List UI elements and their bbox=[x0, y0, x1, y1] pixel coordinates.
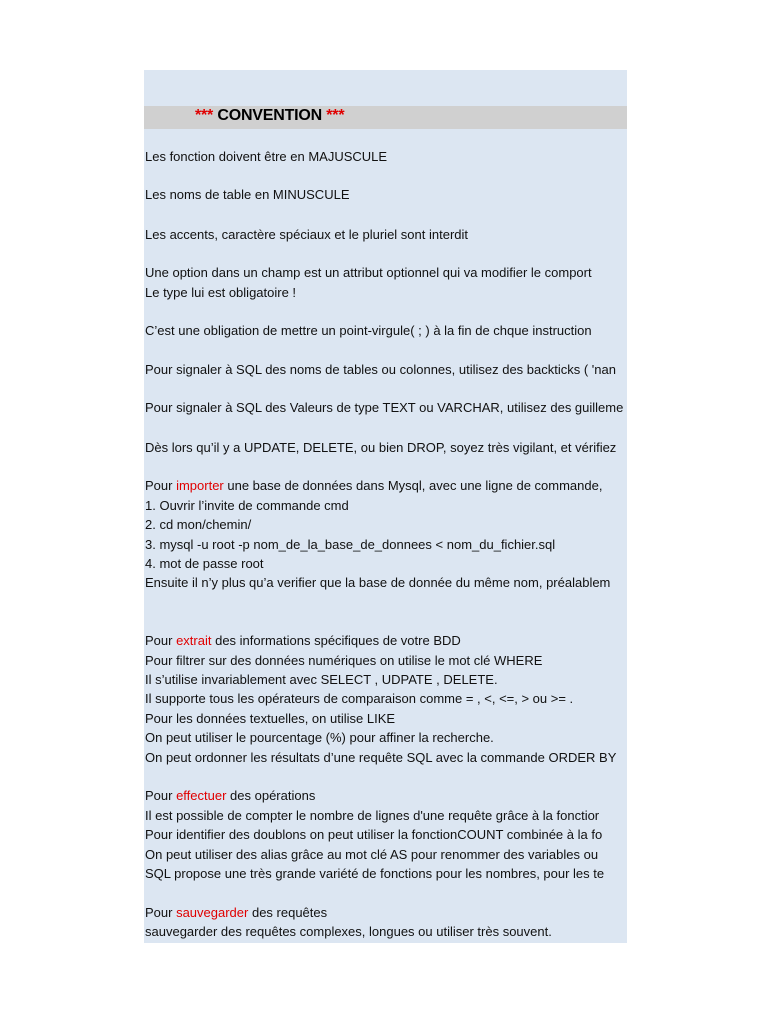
text-segment: Pour bbox=[145, 788, 177, 803]
text-line: Il est possible de compter le nombre de lignes d'une requête grâce à la fonctior bbox=[145, 808, 600, 823]
text-line: Pour les données textuelles, on utilise LIKE bbox=[145, 711, 396, 726]
text-line: Les fonction doivent être en MAJUSCULE bbox=[145, 149, 388, 164]
text-line bbox=[145, 478, 602, 494]
text-line: 4. mot de passe root bbox=[145, 556, 264, 571]
text-line: Une option dans un champ est un attribut optionnel qui va modifier le comport bbox=[145, 265, 592, 280]
text-segment: Pour bbox=[145, 905, 177, 920]
text-line: 3. mysql -u root -p nom_de_la_base_de_donnees < nom_du_fichier.sql bbox=[145, 537, 556, 552]
text-line: sauvegarder des requêtes complexes, longues ou utiliser très souvent. bbox=[145, 924, 552, 939]
keyword-importer: importer bbox=[176, 478, 224, 493]
page-title bbox=[195, 107, 344, 125]
text-segment: des opérations bbox=[226, 788, 316, 803]
text-line: Il supporte tous les opérateurs de comparaison comme = , <, <=, > ou >= . bbox=[145, 691, 574, 706]
text-line: Pour signaler à SQL des Valeurs de type TEXT ou VARCHAR, utilisez des guilleme bbox=[145, 400, 624, 415]
title-text: CONVENTION bbox=[213, 107, 327, 124]
text-segment: Pour bbox=[145, 478, 177, 493]
document-sheet bbox=[144, 70, 627, 943]
text-line: On peut utiliser des alias grâce au mot clé AS pour renommer des variables ou bbox=[145, 847, 599, 862]
keyword-extrait: extrait bbox=[176, 633, 212, 648]
text-line: Les noms de table en MINUSCULE bbox=[145, 187, 350, 202]
text-line: Pour signaler à SQL des noms de tables ou colonnes, utilisez des backticks ( 'nan bbox=[145, 362, 616, 377]
keyword-sauvegarder: sauvegarder bbox=[176, 905, 249, 920]
text-line: Le type lui est obligatoire ! bbox=[145, 285, 297, 300]
text-line: SQL propose une très grande variété de fonctions pour les nombres, pour les te bbox=[145, 866, 605, 881]
text-line: On peut utiliser le pourcentage (%) pour affiner la recherche. bbox=[145, 730, 494, 745]
title-bar bbox=[144, 106, 627, 129]
text-line bbox=[145, 905, 327, 921]
text-line: Il s’utilise invariablement avec SELECT , UDPATE , DELETE. bbox=[145, 672, 498, 687]
text-line: Les accents, caractère spéciaux et le pluriel sont interdit bbox=[145, 227, 469, 242]
keyword-effectuer: effectuer bbox=[176, 788, 227, 803]
text-line: C’est une obligation de mettre un point-virgule( ; ) à la fin de chque instruction bbox=[145, 323, 592, 338]
title-stars-right: *** bbox=[326, 107, 345, 124]
title-stars-left: *** bbox=[195, 107, 214, 124]
text-segment: une base de données dans Mysql, avec une ligne de commande, bbox=[223, 478, 603, 493]
text-line: On peut ordonner les résultats d’une requête SQL avec la commande ORDER BY bbox=[145, 750, 617, 765]
text-line: Pour filtrer sur des données numériques on utilise le mot clé WHERE bbox=[145, 653, 543, 668]
text-segment: des requêtes bbox=[248, 905, 328, 920]
text-segment: des informations spécifiques de votre BDD bbox=[211, 633, 461, 648]
text-line: Ensuite il n’y plus qu’a verifier que la base de donnée du même nom, préalablem bbox=[145, 575, 611, 590]
text-line bbox=[145, 788, 315, 804]
text-line bbox=[145, 633, 461, 649]
text-line: Dès lors qu’il y a UPDATE, DELETE, ou bien DROP, soyez très vigilant, et vérifiez bbox=[145, 440, 617, 455]
text-segment: Pour bbox=[145, 633, 177, 648]
text-line: Pour identifier des doublons on peut utiliser la fonctionCOUNT combinée à la fo bbox=[145, 827, 603, 842]
text-line: 1. Ouvrir l’invite de commande cmd bbox=[145, 498, 349, 513]
text-line: 2. cd mon/chemin/ bbox=[145, 517, 252, 532]
